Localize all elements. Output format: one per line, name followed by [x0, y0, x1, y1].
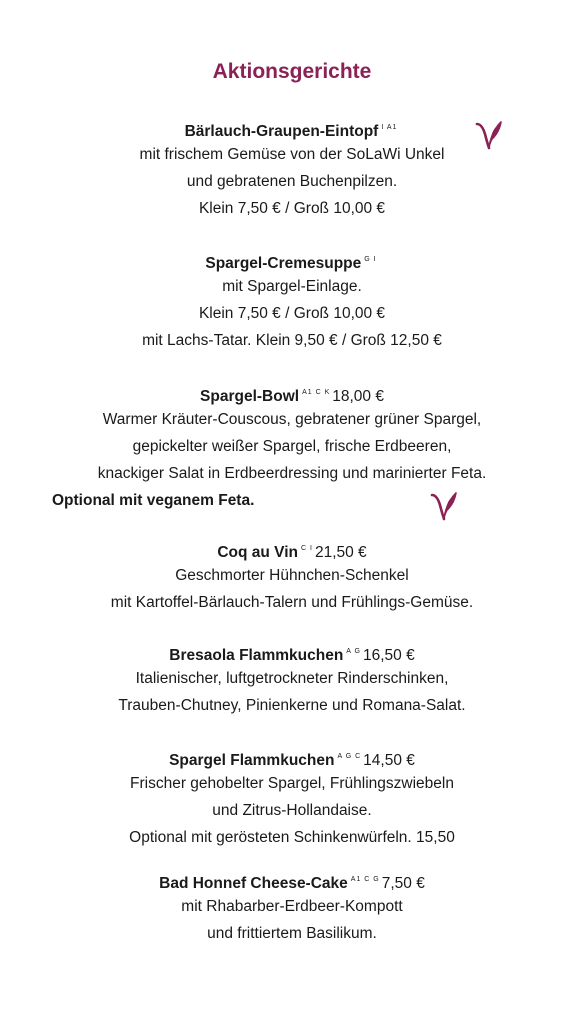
dish-spargel-cremesuppe — [0, 246, 584, 354]
dish-price: Klein 7,50 € / Groß 10,00 € — [198, 200, 386, 217]
dish-coq-au-vin — [0, 535, 584, 616]
dish-header — [0, 246, 584, 273]
allergen-codes: A1 C K — [302, 389, 331, 396]
dish-header — [0, 535, 584, 562]
dish-bresaola-flammkuchen — [0, 638, 584, 719]
dish-price: 16,50 € — [362, 647, 415, 664]
dish-header — [0, 638, 584, 665]
allergen-codes: G I — [364, 256, 377, 263]
dish-option: Optional mit veganem Feta. — [52, 492, 255, 509]
allergen-codes: A G — [346, 648, 361, 655]
allergen-codes: I A1 — [381, 124, 398, 131]
dish-description: und Zitrus-Hollandaise. — [212, 802, 372, 819]
allergen-codes: A1 C G — [350, 876, 380, 883]
dish-description: Frischer gehobelter Spargel, Frühlingszwiebeln — [130, 775, 454, 792]
dish-name: Bad Honnef Cheese-Cake — [159, 875, 348, 892]
dish-name: Coq au Vin — [217, 544, 298, 561]
dish-option: Optional mit gerösteten Schinkenwürfeln. 15,50 — [129, 829, 455, 846]
dish-description: mit Rhabarber-Erdbeer-Kompott — [181, 898, 403, 915]
allergen-codes: C I — [301, 545, 313, 552]
dish-price: 7,50 € — [381, 875, 425, 892]
dish-header — [0, 379, 584, 406]
dish-name: Bresaola Flammkuchen — [169, 647, 344, 664]
dish-description: gepickelter weißer Spargel, frische Erdbeeren, — [132, 438, 452, 455]
dish-name: Spargel-Cremesuppe — [205, 255, 362, 272]
dish-spargel-flammkuchen — [0, 743, 584, 851]
dish-name: Bärlauch-Graupen-Eintopf — [184, 123, 379, 140]
dish-description: mit Spargel-Einlage. — [222, 278, 362, 295]
vegan-leaf-icon — [474, 118, 504, 152]
dish-header — [0, 866, 584, 893]
dish-description: mit frischem Gemüse von der SoLaWi Unkel — [139, 146, 445, 163]
dish-description: und gebratenen Buchenpilzen. — [186, 173, 398, 190]
dish-name: Spargel-Bowl — [200, 388, 300, 405]
dish-description: Geschmorter Hühnchen-Schenkel — [175, 567, 409, 584]
dish-price: mit Lachs-Tatar. Klein 9,50 € / Groß 12,50 € — [142, 332, 442, 349]
dish-cheese-cake — [0, 866, 584, 947]
page-title: Aktionsgerichte — [212, 60, 372, 83]
dish-description: Trauben-Chutney, Pinienkerne und Romana-Salat. — [118, 697, 466, 714]
vegan-leaf-icon — [429, 489, 459, 523]
dish-description: Warmer Kräuter-Couscous, gebratener grüner Spargel, — [102, 411, 482, 428]
dish-spargel-bowl — [0, 379, 584, 514]
dish-price: 18,00 € — [332, 388, 384, 405]
dish-description: mit Kartoffel-Bärlauch-Talern und Frühlings-Gemüse. — [110, 594, 474, 611]
dish-name: Spargel Flammkuchen — [169, 752, 335, 769]
dish-description: und frittiertem Basilikum. — [207, 925, 377, 942]
allergen-codes: A G C — [337, 753, 362, 760]
dish-price: 14,50 € — [363, 752, 415, 769]
dish-header — [0, 743, 584, 770]
dish-price: 21,50 € — [314, 544, 367, 561]
dish-description: knackiger Salat in Erdbeerdressing und marinierter Feta. — [97, 465, 487, 482]
dish-description: Italienischer, luftgetrockneter Rinderschinken, — [135, 670, 449, 687]
dish-price: Klein 7,50 € / Groß 10,00 € — [198, 305, 386, 322]
